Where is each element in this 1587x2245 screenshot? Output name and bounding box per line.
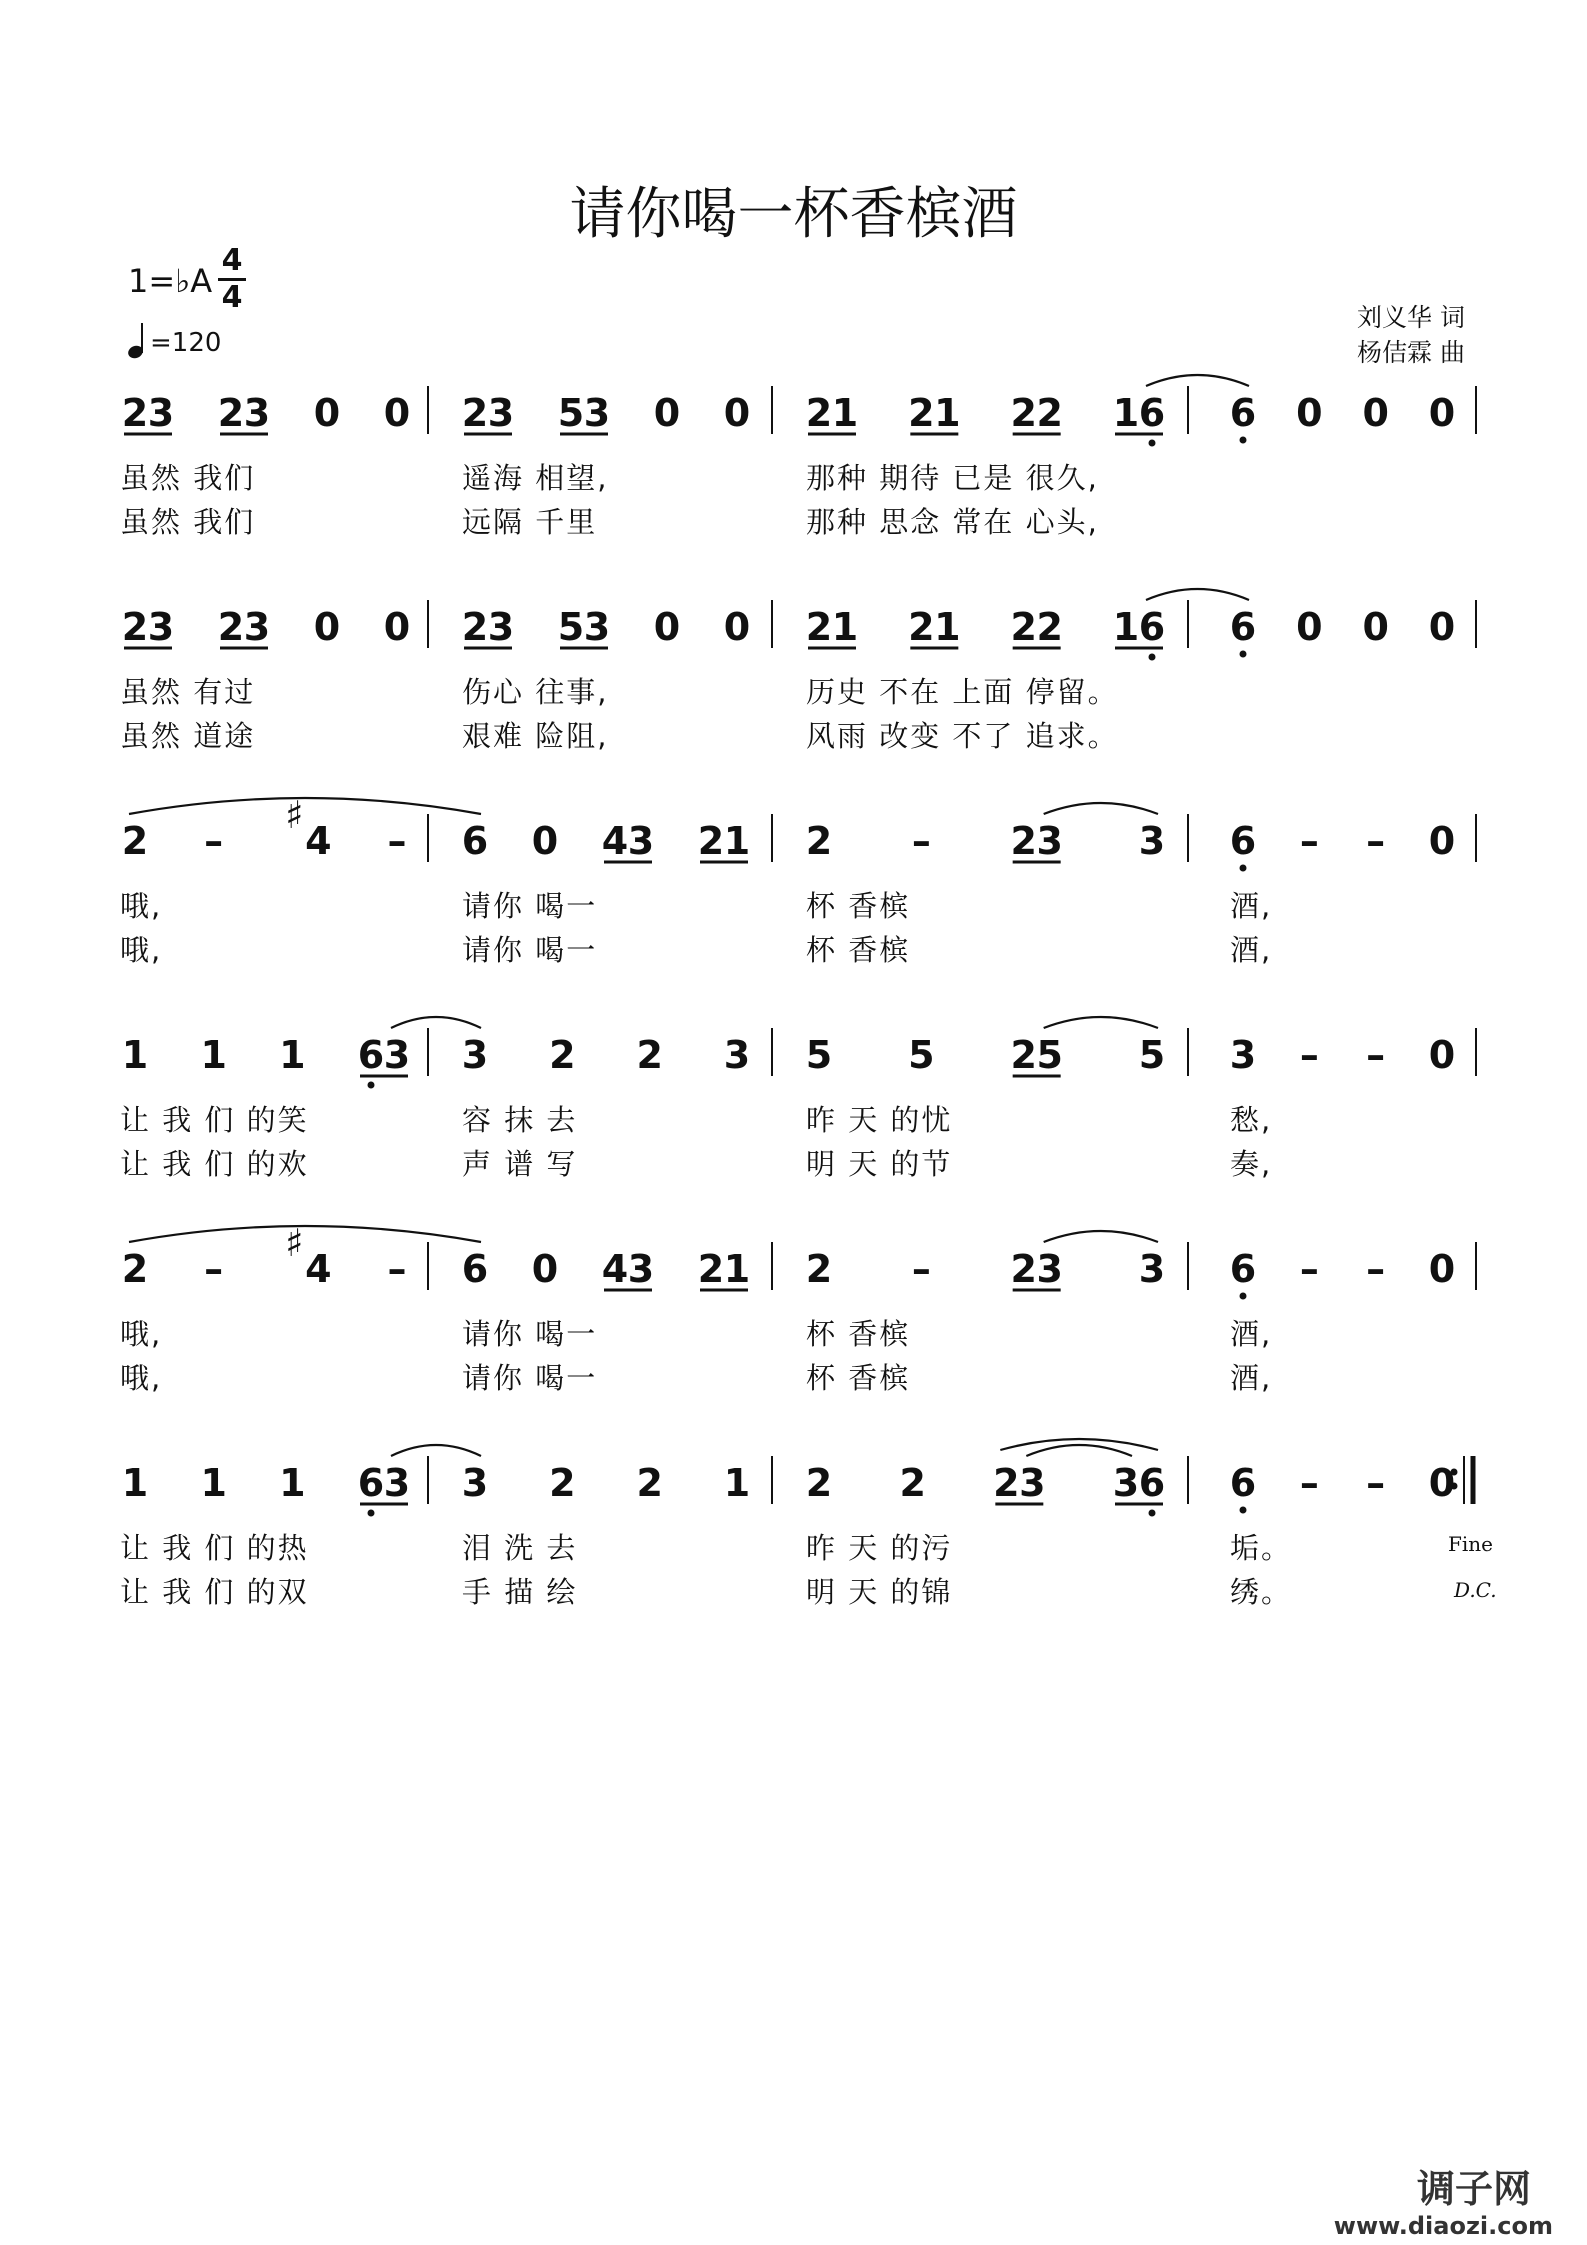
- lyric-verse1: 哦,: [120, 889, 163, 923]
- dash-extension: –: [204, 819, 224, 863]
- note: 2: [805, 605, 833, 649]
- note: 1: [200, 1461, 227, 1505]
- lyric-verse1: 让 我 们 的热: [120, 1531, 309, 1565]
- dash-extension: –: [1299, 1247, 1319, 1291]
- note: 1: [934, 391, 961, 435]
- note: 5: [557, 391, 585, 435]
- note: 1: [121, 1033, 149, 1077]
- note: 2: [1010, 391, 1037, 435]
- lyricist-credit: 刘义华 词: [1357, 303, 1465, 332]
- note: 6: [1229, 605, 1257, 649]
- sharp-icon: ♯: [285, 793, 304, 837]
- lyric-verse2: 杯 香槟: [806, 1361, 911, 1395]
- lyric-verse2: 请你 喝一: [462, 1361, 598, 1395]
- slur: [1146, 589, 1249, 600]
- note: 1: [1112, 391, 1140, 435]
- fine-mark: Fine: [1448, 1532, 1493, 1556]
- lyric-verse2: 风雨 改变 不了 追求。: [806, 719, 1119, 753]
- lyric-verse2: 明 天 的节: [806, 1147, 953, 1181]
- note: 1: [723, 1461, 751, 1505]
- note: 3: [461, 1461, 489, 1505]
- lyric-verse2: 酒,: [1230, 933, 1273, 967]
- note: 0: [313, 605, 341, 649]
- note: 2: [805, 1247, 833, 1291]
- note: 3: [1036, 1247, 1063, 1291]
- lyric-verse1: 历史 不在 上面 停留。: [806, 675, 1119, 709]
- note: 3: [1036, 819, 1063, 863]
- note: 1: [934, 605, 961, 649]
- note: 6: [461, 819, 489, 863]
- note: 6: [357, 1033, 385, 1077]
- note: 3: [1019, 1461, 1046, 1505]
- slur: [1044, 1017, 1158, 1028]
- note: 3: [243, 605, 271, 649]
- lyric-verse2: 明 天 的锦: [806, 1575, 953, 1609]
- note: 3: [627, 1247, 655, 1291]
- dash-extension: –: [1299, 1461, 1319, 1505]
- note: 2: [461, 605, 489, 649]
- note: 0: [383, 391, 411, 435]
- note: 2: [1036, 391, 1063, 435]
- note: 3: [383, 1461, 411, 1505]
- note: 2: [217, 391, 245, 435]
- note: 2: [805, 819, 833, 863]
- note: 2: [549, 1033, 576, 1077]
- note: 0: [1296, 605, 1323, 649]
- low-octave-dot: [1149, 440, 1156, 447]
- lyric-verse2: 艰难 险阻,: [462, 719, 609, 753]
- note: 6: [1138, 605, 1166, 649]
- slur: [1044, 1231, 1158, 1242]
- slur: [1044, 803, 1158, 814]
- note: 3: [583, 391, 611, 435]
- tempo-value: =120: [150, 328, 222, 358]
- note: 0: [653, 605, 681, 649]
- lyric-verse1: 那种 期待 已是 很久,: [806, 461, 1099, 495]
- note: 2: [121, 819, 149, 863]
- note: 5: [1036, 1033, 1063, 1077]
- low-octave-dot: [368, 1510, 375, 1517]
- note: 5: [908, 1033, 935, 1077]
- note: 6: [1138, 391, 1166, 435]
- note: 2: [697, 1247, 725, 1291]
- note: 4: [305, 1247, 332, 1291]
- note: 3: [147, 391, 175, 435]
- lyric-verse1: 让 我 们 的笑: [120, 1103, 309, 1137]
- note: 6: [1229, 1461, 1257, 1505]
- low-octave-dot: [1240, 651, 1247, 658]
- slur: [129, 798, 481, 814]
- lyric-verse2: 那种 思念 常在 心头,: [806, 505, 1099, 539]
- note: 0: [1428, 1033, 1456, 1077]
- note: 3: [723, 1033, 751, 1077]
- note: 0: [1428, 819, 1456, 863]
- lyric-verse1: 虽然 有过: [120, 675, 256, 709]
- note: 5: [1138, 1033, 1166, 1077]
- note: 2: [636, 1033, 663, 1077]
- lyric-verse1: 泪 洗 去: [462, 1531, 578, 1565]
- slur: [129, 1226, 481, 1242]
- note: 1: [200, 1033, 227, 1077]
- dash-extension: –: [1299, 1033, 1319, 1077]
- note: 3: [1138, 819, 1166, 863]
- note: 0: [653, 391, 681, 435]
- note: 3: [583, 605, 611, 649]
- note: 0: [723, 391, 751, 435]
- note: 4: [601, 819, 629, 863]
- note: 4: [601, 1247, 629, 1291]
- low-octave-dot: [1149, 1510, 1156, 1517]
- song-title: 请你喝一杯香槟酒: [569, 182, 1018, 247]
- note: 5: [805, 1033, 833, 1077]
- composer-credit: 杨佶霖 曲: [1357, 338, 1465, 367]
- lyric-verse1: 请你 喝一: [462, 1317, 598, 1351]
- lyric-verse2: 奏,: [1230, 1147, 1273, 1181]
- note: 2: [899, 1461, 926, 1505]
- low-octave-dot: [1240, 1293, 1247, 1300]
- note: 0: [1428, 391, 1456, 435]
- note: 2: [121, 605, 149, 649]
- lyric-verse2: 请你 喝一: [462, 933, 598, 967]
- note: 0: [531, 819, 559, 863]
- lyric-verse1: 哦,: [120, 1317, 163, 1351]
- note: 6: [461, 1247, 489, 1291]
- dash-extension: –: [1299, 819, 1319, 863]
- note: 6: [1229, 1247, 1257, 1291]
- note: 2: [549, 1461, 576, 1505]
- lyric-verse1: 昨 天 的忧: [806, 1103, 953, 1137]
- lyric-verse1: 请你 喝一: [462, 889, 598, 923]
- dash-extension: –: [387, 819, 407, 863]
- note: 2: [993, 1461, 1020, 1505]
- lyric-verse2: 虽然 道途: [120, 719, 256, 753]
- lyric-verse1: 酒,: [1230, 1317, 1273, 1351]
- lyric-verse1: 遥海 相望,: [462, 461, 609, 495]
- slur: [1026, 1445, 1132, 1456]
- lyric-verse1: 杯 香槟: [806, 1317, 911, 1351]
- lyric-verse2: 让 我 们 的欢: [120, 1147, 309, 1181]
- note: 2: [805, 1461, 833, 1505]
- note: 2: [697, 819, 725, 863]
- low-octave-dot: [1149, 654, 1156, 661]
- note: 1: [279, 1461, 306, 1505]
- note: 2: [1010, 1247, 1037, 1291]
- watermark-logo: 调子网: [1416, 2167, 1531, 2211]
- note: 6: [357, 1461, 385, 1505]
- note: 6: [1229, 819, 1257, 863]
- note: 2: [217, 605, 245, 649]
- lyric-verse2: 杯 香槟: [806, 933, 911, 967]
- watermark-url: www.diaozi.com: [1333, 2212, 1553, 2240]
- note: 2: [1010, 605, 1037, 649]
- lyric-verse1: 虽然 我们: [120, 461, 256, 495]
- note: 1: [121, 1461, 149, 1505]
- note: 1: [279, 1033, 306, 1077]
- lyric-verse2: 酒,: [1230, 1361, 1273, 1395]
- dash-extension: –: [911, 1247, 931, 1291]
- note: 1: [723, 819, 751, 863]
- lyric-verse1: 垢。: [1230, 1531, 1293, 1565]
- note: 3: [383, 1033, 411, 1077]
- lyric-verse1: 愁,: [1230, 1103, 1273, 1137]
- note: 1: [723, 1247, 751, 1291]
- note: 6: [1229, 391, 1257, 435]
- lyric-verse2: 远隔 千里: [462, 505, 598, 539]
- note: 2: [805, 391, 833, 435]
- note: 0: [1362, 391, 1389, 435]
- low-octave-dot: [368, 1082, 375, 1089]
- note: 2: [908, 605, 935, 649]
- key-text: 1=♭A: [128, 262, 213, 300]
- note: 2: [121, 391, 149, 435]
- note: 0: [383, 605, 411, 649]
- note: 6: [1138, 1461, 1166, 1505]
- note: 2: [1010, 819, 1037, 863]
- dash-extension: –: [911, 819, 931, 863]
- lyric-verse1: 酒,: [1230, 889, 1273, 923]
- note: 3: [147, 605, 175, 649]
- note: 0: [531, 1247, 559, 1291]
- note: 3: [487, 605, 515, 649]
- dash-extension: –: [1366, 1033, 1386, 1077]
- lyric-verse1: 伤心 往事,: [462, 675, 609, 709]
- low-octave-dot: [1240, 437, 1247, 444]
- lyric-verse2: 声 谱 写: [462, 1147, 578, 1181]
- dc-mark: D.C.: [1454, 1578, 1497, 1602]
- note: 2: [636, 1461, 663, 1505]
- note: 1: [831, 605, 859, 649]
- lyric-verse1: 容 抹 去: [462, 1103, 578, 1137]
- slur: [391, 1445, 481, 1456]
- lyric-verse2: 绣。: [1230, 1575, 1293, 1609]
- note: 2: [908, 391, 935, 435]
- lyric-verse1: 昨 天 的污: [806, 1531, 953, 1565]
- note: 0: [723, 605, 751, 649]
- time-sig-top: 4: [221, 243, 243, 278]
- dash-extension: –: [387, 1247, 407, 1291]
- note: 2: [1036, 605, 1063, 649]
- time-sig-bottom: 4: [221, 280, 243, 315]
- low-octave-dot: [1240, 1507, 1247, 1514]
- note: 1: [1112, 605, 1140, 649]
- note: 0: [1428, 1461, 1456, 1505]
- note: 3: [1229, 1033, 1257, 1077]
- note: 1: [831, 391, 859, 435]
- note: 2: [1010, 1033, 1037, 1077]
- note: 0: [1362, 605, 1389, 649]
- lyric-verse2: 哦,: [120, 1361, 163, 1395]
- dash-extension: –: [1366, 1247, 1386, 1291]
- lyric-verse2: 哦,: [120, 933, 163, 967]
- dash-extension: –: [1366, 819, 1386, 863]
- note: 0: [1296, 391, 1323, 435]
- low-octave-dot: [1240, 865, 1247, 872]
- slur: [1146, 375, 1249, 386]
- note: 4: [305, 819, 332, 863]
- note: 3: [487, 391, 515, 435]
- slur: [391, 1017, 481, 1028]
- lyric-verse2: 手 描 绘: [462, 1575, 578, 1609]
- note: 0: [1428, 605, 1456, 649]
- lyric-verse2: 让 我 们 的双: [120, 1575, 309, 1609]
- dash-extension: –: [1366, 1461, 1386, 1505]
- note: 3: [627, 819, 655, 863]
- note: 0: [313, 391, 341, 435]
- note: 3: [243, 391, 271, 435]
- note: 3: [461, 1033, 489, 1077]
- note: 3: [1138, 1247, 1166, 1291]
- note: 5: [557, 605, 585, 649]
- note: 2: [121, 1247, 149, 1291]
- note: 0: [1428, 1247, 1456, 1291]
- lyric-verse2: 虽然 我们: [120, 505, 256, 539]
- sharp-icon: ♯: [285, 1221, 304, 1265]
- note: 2: [461, 391, 489, 435]
- lyric-verse1: 杯 香槟: [806, 889, 911, 923]
- note: 3: [1112, 1461, 1140, 1505]
- dash-extension: –: [204, 1247, 224, 1291]
